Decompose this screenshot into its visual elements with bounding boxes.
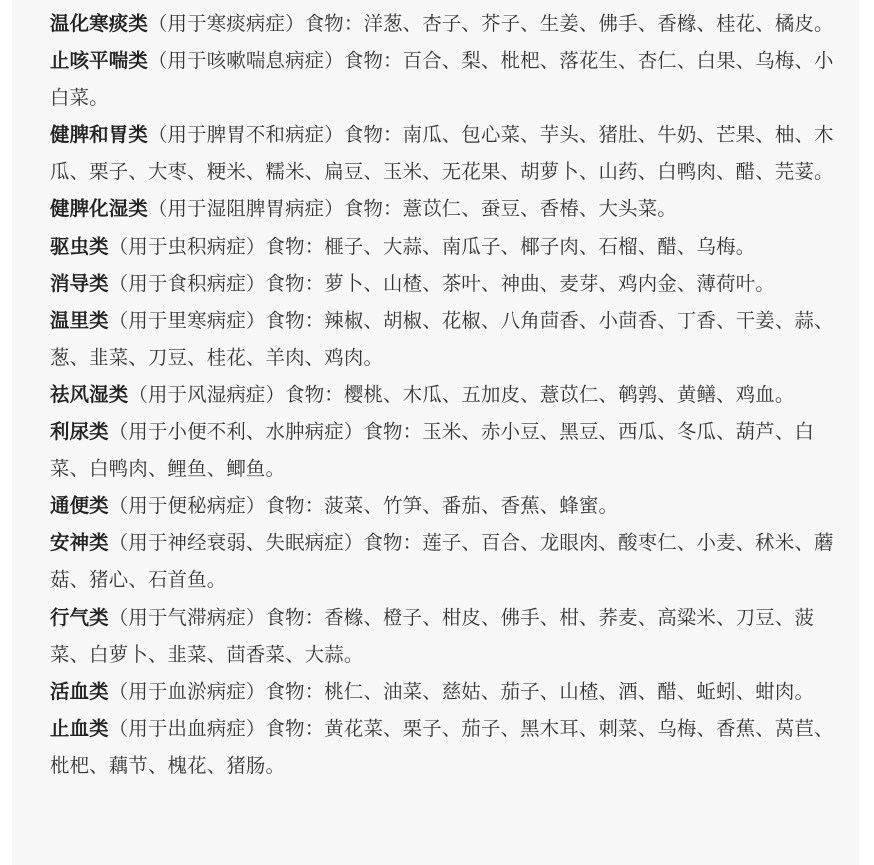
entry-foods: 食物：桃仁、油菜、慈姑、茄子、山楂、酒、醋、蚯蚓、蚶肉。: [265, 679, 815, 703]
entry-usage: （用于风湿病症）: [128, 382, 286, 406]
entry-warm-phlegm: [50, 5, 850, 42]
entry-foods: 食物：萝卜、山楂、茶叶、神曲、麦芽、鸡内金、薄荷叶。: [265, 271, 775, 295]
entry-warm-interior: [50, 302, 850, 376]
entry-category: 通便类: [50, 494, 109, 518]
entry-spleen-damp: [50, 190, 850, 227]
entry-usage: （用于脾胃不和病症）: [147, 123, 344, 147]
entry-blood-activating: [50, 673, 850, 710]
entry-foods: 食物：南瓜、包心菜、芋头、猪肚、牛奶、芒果、柚、木瓜、栗子、大枣、粳米、糯米、扁豆、玉米、无花果、胡萝卜、山药、白鸭肉、醋、芫荽。: [50, 123, 834, 184]
entry-diuretic: [50, 413, 850, 487]
entry-digestion: [50, 265, 850, 302]
entry-category: 活血类: [50, 679, 109, 703]
entry-usage: （用于湿阻脾胃病症）: [147, 197, 344, 221]
entry-foods: 食物：香橼、橙子、柑皮、佛手、柑、荞麦、高粱米、刀豆、菠菜、白萝卜、韭菜、茴香菜、大蒜。: [50, 605, 815, 666]
entry-category: 温化寒痰类: [50, 12, 148, 35]
entry-category: 驱虫类: [50, 234, 109, 258]
entry-foods: 食物：樱桃、木瓜、五加皮、薏苡仁、鹌鹑、黄鳝、鸡血。: [285, 382, 795, 406]
entry-cough-asthma: [50, 42, 850, 116]
entry-category: 止血类: [50, 716, 109, 740]
entry-usage: （用于血淤病症）: [108, 679, 266, 703]
entry-hemostatic: [50, 710, 850, 784]
entry-category: 止咳平喘类: [50, 49, 148, 73]
entry-foods: 食物：榧子、大蒜、南瓜子、椰子肉、石榴、醋、乌梅。: [265, 234, 756, 258]
entry-category: 祛风湿类: [50, 382, 129, 406]
entry-usage: （用于咳嗽喘息病症）: [147, 49, 344, 73]
entry-sedative: [50, 524, 850, 598]
entry-category: 温里类: [50, 308, 109, 332]
entry-wind-damp: [50, 376, 850, 413]
entry-category: 安神类: [50, 531, 109, 555]
entry-usage: （用于里寒病症）: [108, 308, 266, 332]
entry-qi-moving: [50, 599, 850, 673]
entry-deworm: [50, 228, 850, 265]
entry-foods: 食物：辣椒、胡椒、花椒、八角茴香、小茴香、丁香、干姜、蒜、葱、韭菜、刀豆、桂花、羊肉、鸡肉。: [50, 308, 834, 369]
entry-category: 健脾和胃类: [50, 123, 148, 147]
entry-foods: 食物：洋葱、杏子、芥子、生姜、佛手、香橼、桂花、橘皮。: [304, 12, 834, 35]
entry-usage: （用于出血病症）: [108, 716, 266, 740]
entry-category: 健脾化湿类: [50, 197, 148, 221]
entry-usage: （用于虫积病症）: [108, 234, 266, 258]
entry-laxative: [50, 487, 850, 524]
entry-foods: 食物：百合、梨、枇杷、落花生、杏仁、白果、乌梅、小白菜。: [50, 49, 834, 110]
entry-category: 行气类: [50, 605, 109, 629]
entry-foods: 食物：莲子、百合、龙眼肉、酸枣仁、小麦、秫米、蘑菇、猪心、石首鱼。: [50, 531, 834, 592]
entry-usage: （用于小便不利、水肿病症）: [108, 420, 364, 444]
entry-usage: （用于寒痰病症）: [147, 12, 305, 35]
entry-foods: 食物：黄花菜、栗子、茄子、黑木耳、刺菜、乌梅、香蕉、莴苣、枇杷、藕节、槐花、猪肠。: [50, 716, 834, 777]
entry-category: 消导类: [50, 271, 109, 295]
article-panel: [12, 0, 859, 865]
entry-usage: （用于气滞病症）: [108, 605, 266, 629]
entry-category: 利尿类: [50, 420, 109, 444]
entry-spleen-stomach: [50, 116, 850, 190]
entry-usage: （用于便秘病症）: [108, 494, 266, 518]
entry-usage: （用于神经衰弱、失眠病症）: [108, 531, 364, 555]
food-category-list: [50, 5, 850, 784]
entry-usage: （用于食积病症）: [108, 271, 266, 295]
entry-foods: 食物：玉米、赤小豆、黑豆、西瓜、冬瓜、葫芦、白菜、白鸭肉、鲤鱼、鲫鱼。: [50, 420, 815, 481]
entry-foods: 食物：薏苡仁、蚕豆、香椿、大头菜。: [343, 197, 677, 221]
entry-foods: 食物：菠菜、竹笋、番茄、香蕉、蜂蜜。: [265, 494, 619, 518]
